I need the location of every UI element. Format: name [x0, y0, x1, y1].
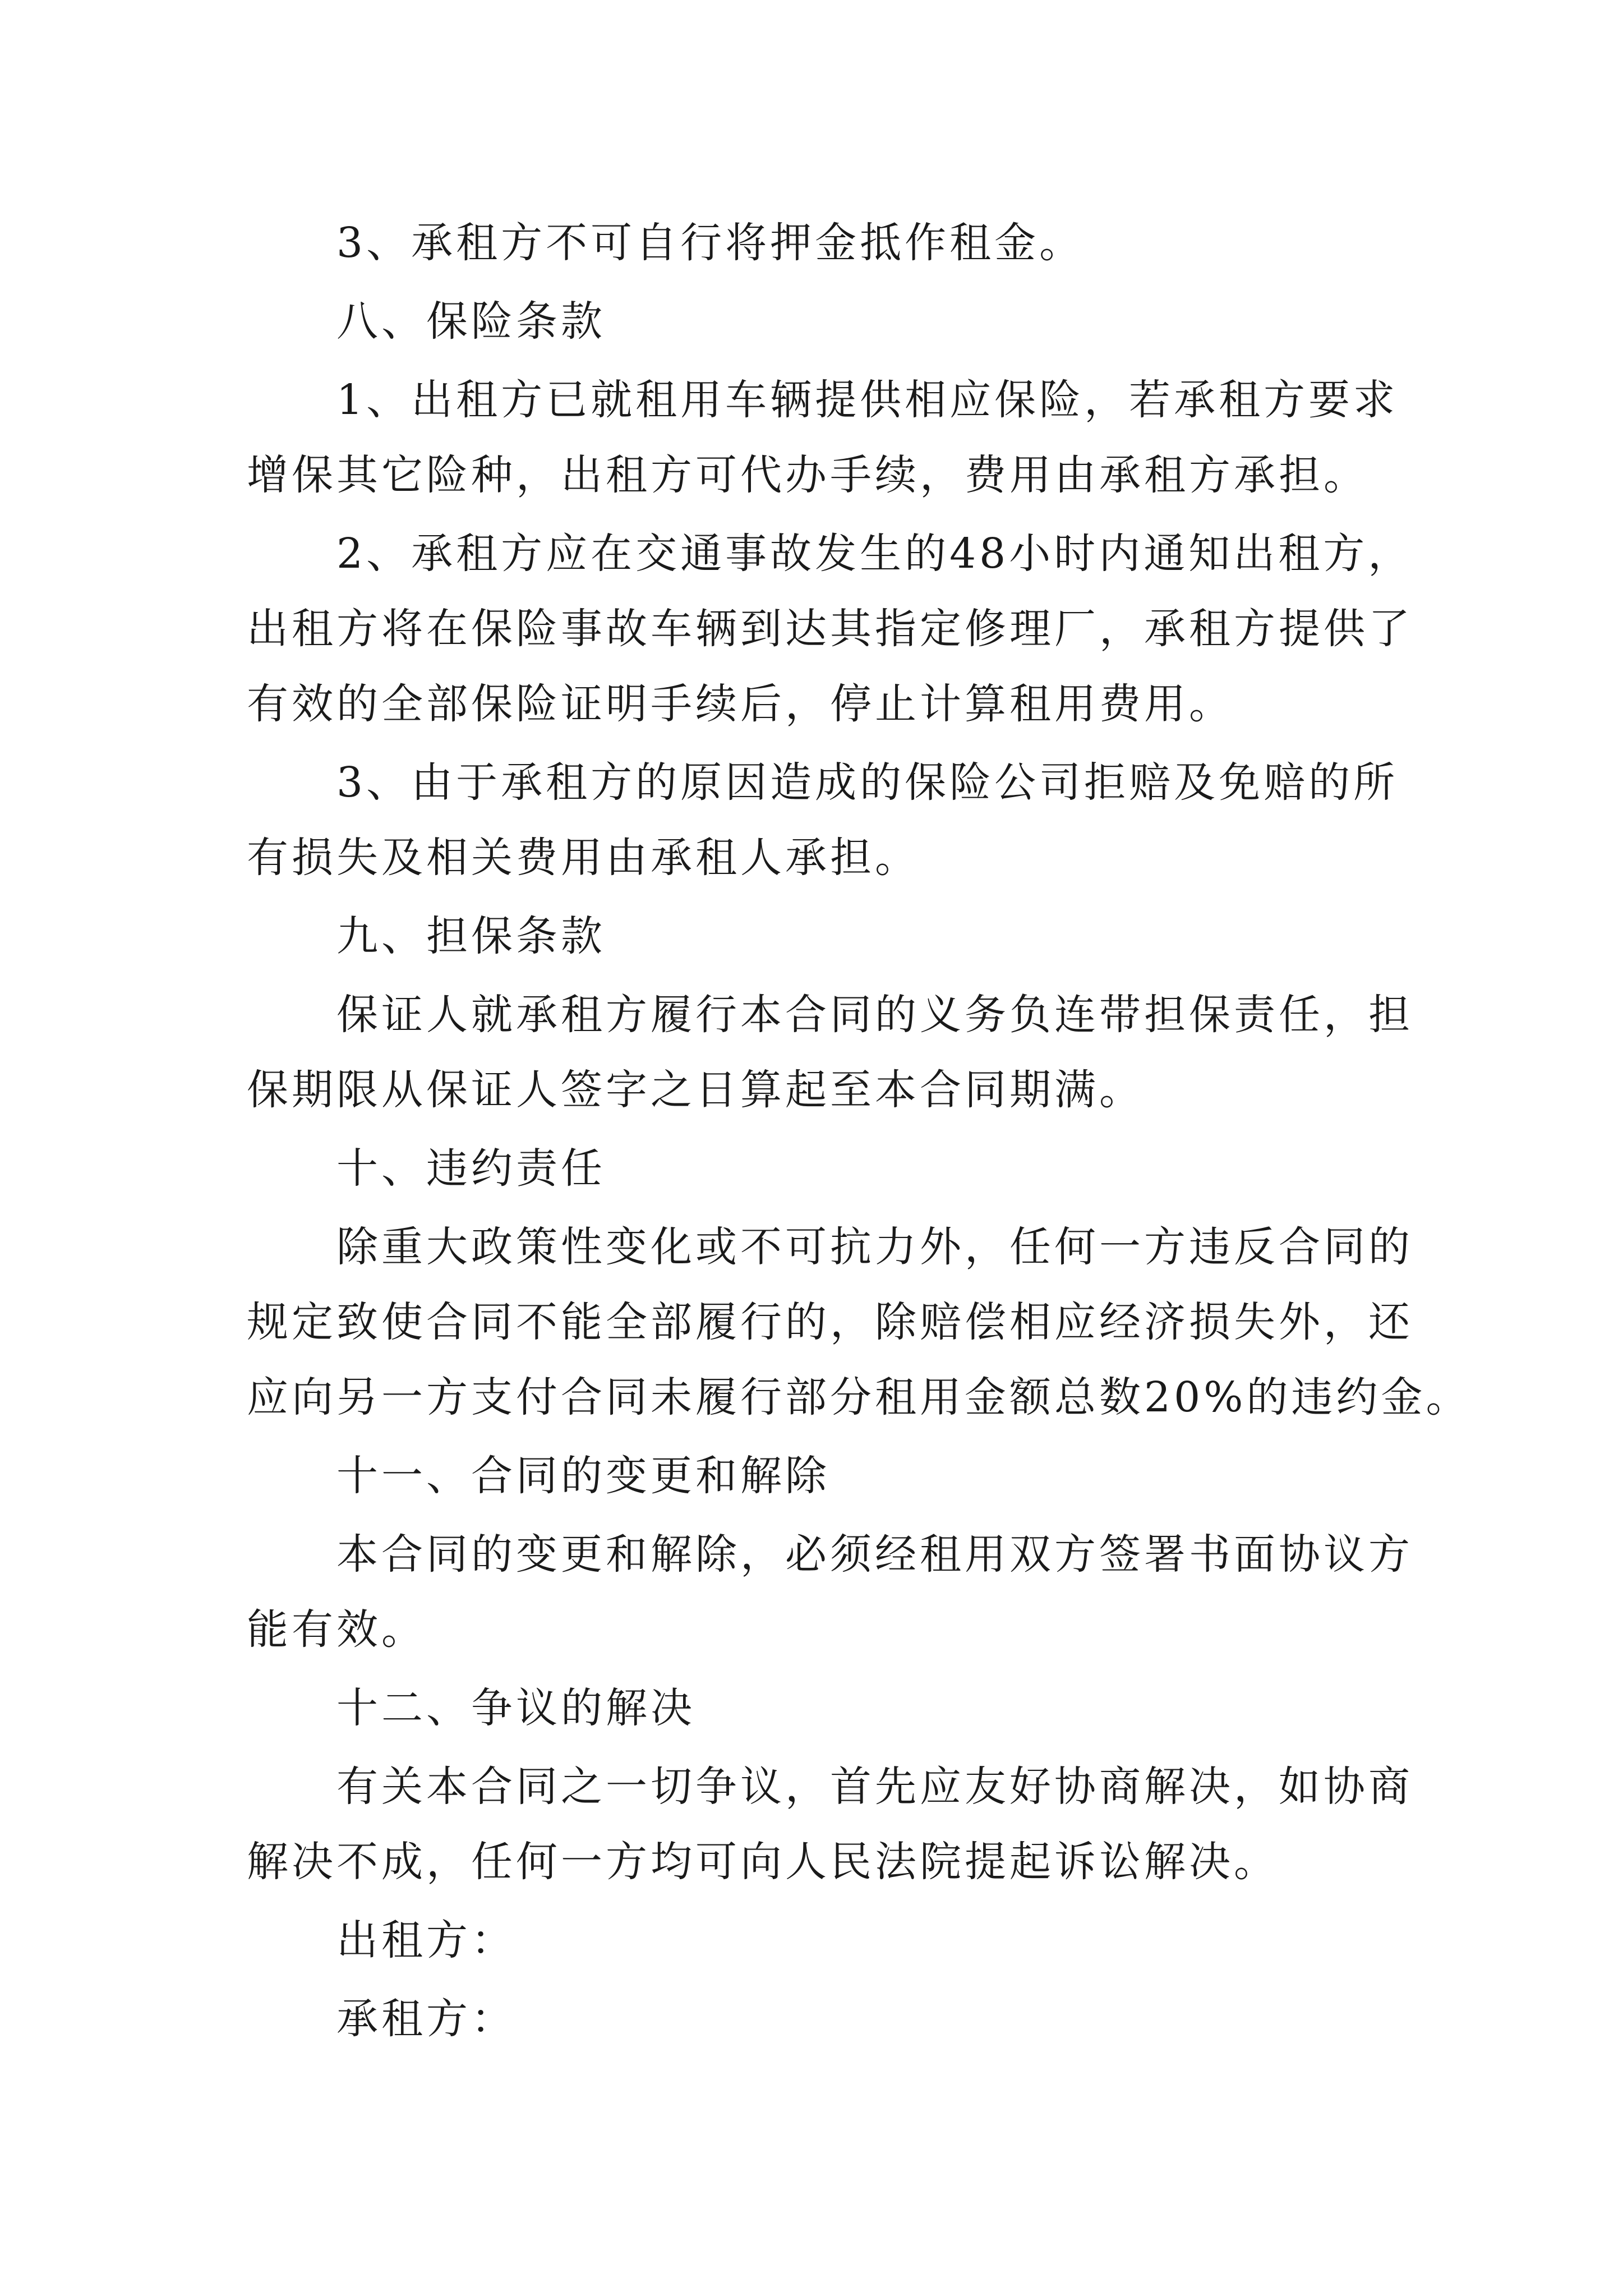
- clause-11-line-1: 本合同的变更和解除，必须经租用双方签署书面协议方: [336, 1530, 1413, 1579]
- clause-7-item-3: 3、承租方不可自行将押金抵作租金。: [336, 219, 1085, 267]
- clause-9-line-2: 保期限从保证人签字之日算起至本合同期满。: [247, 1066, 1144, 1114]
- clause-8-item-2-line-2: 出租方将在保险事故车辆到达其指定修理厂，承租方提供了: [247, 605, 1413, 653]
- section-12-heading: 十二、争议的解决: [336, 1684, 695, 1732]
- clause-12-line-2: 解决不成，任何一方均可向人民法院提起诉讼解决。: [247, 1838, 1279, 1886]
- clause-9-line-1: 保证人就承租方履行本合同的义务负连带担保责任，担: [336, 991, 1413, 1039]
- section-8-heading: 八、保险条款: [336, 297, 606, 346]
- clause-11-line-2: 能有效。: [247, 1605, 426, 1654]
- clause-8-item-2-line-3: 有效的全部保险证明手续后，停止计算租用费用。: [247, 680, 1234, 728]
- section-11-heading: 十一、合同的变更和解除: [336, 1452, 830, 1500]
- section-9-heading: 九、担保条款: [336, 912, 606, 960]
- clause-8-item-1-line-1: 1、出租方已就租用车辆提供相应保险，若承租方要求: [336, 376, 1399, 424]
- clause-10-line-1: 除重大政策性变化或不可抗力外，任何一方违反合同的: [336, 1223, 1413, 1271]
- lessee-signature-label: 承租方：: [336, 1995, 516, 2043]
- clause-8-item-1-line-2: 增保其它险种，出租方可代办手续，费用由承租方承担。: [247, 451, 1368, 499]
- clause-10-line-3: 应向另一方支付合同未履行部分租用金额总数20%的违约金。: [247, 1373, 1471, 1421]
- clause-8-item-3-line-1: 3、由于承租方的原因造成的保险公司拒赔及免赔的所: [336, 758, 1399, 807]
- clause-12-line-1: 有关本合同之一切争议，首先应友好协商解决，如协商: [336, 1763, 1413, 1811]
- lessor-signature-label: 出租方：: [336, 1916, 516, 1964]
- clause-8-item-2-line-1: 2、承租方应在交通事故发生的48小时内通知出租方，: [336, 530, 1413, 578]
- clause-10-line-2: 规定致使合同不能全部履行的，除赔偿相应经济损失外，还: [247, 1298, 1413, 1346]
- clause-8-item-3-line-2: 有损失及相关费用由承租人承担。: [247, 834, 920, 882]
- section-10-heading: 十、违约责任: [336, 1144, 606, 1193]
